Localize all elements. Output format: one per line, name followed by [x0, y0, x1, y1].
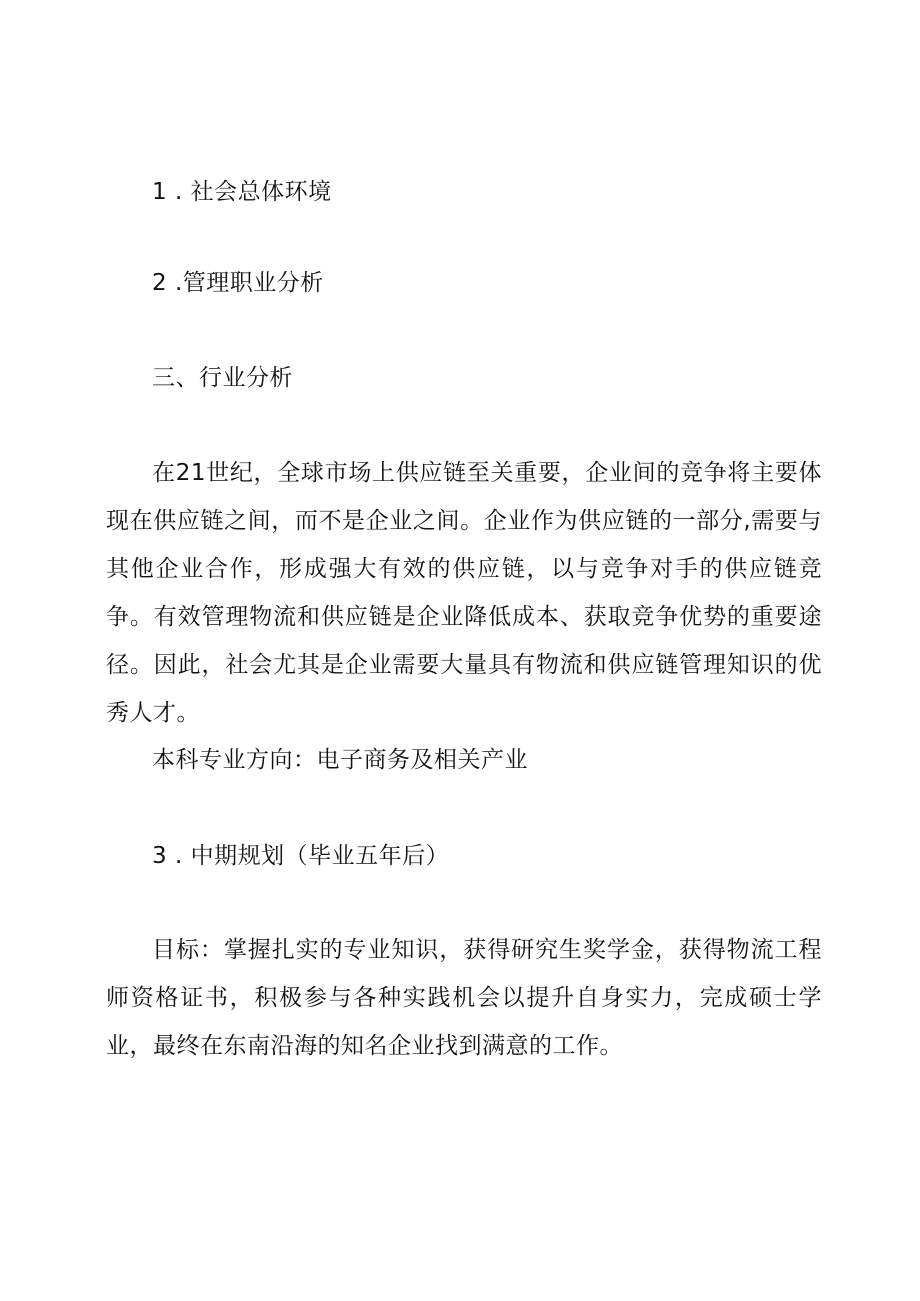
paragraph-supply-chain: 在21世纪，全球市场上供应链至关重要，企业间的竞争将主要体现在供应链之间，而不是企业之间。企业作为供应链的一部分,需要与其他企业合作，形成强大有效的供应链，以与竞争对手的供应链竞争。有效管理物流和供应链是企业降低成本、获取竞争优势的重要途径。因此，社会尤其是企业需要大量具有物流和供应链管理知识的优秀人才。	[106, 460, 822, 726]
heading-management-career-analysis: 2 .管理职业分析	[152, 270, 324, 296]
heading-industry-analysis: 三、行业分析	[152, 365, 293, 391]
heading-social-environment: 1 . 社会总体环境	[152, 179, 332, 205]
heading-mid-term-plan: 3 . 中期规划（毕业五年后）	[152, 843, 450, 869]
line-undergraduate-major-direction: 本科专业方向：电子商务及相关产业	[152, 747, 528, 773]
paragraph-goals: 目标：掌握扎实的专业知识，获得研究生奖学金，获得物流工程师资格证书，积极参与各种实践机会以提升自身实力，完成硕士学业，最终在东南沿海的知名企业找到满意的工作。	[106, 937, 822, 1059]
